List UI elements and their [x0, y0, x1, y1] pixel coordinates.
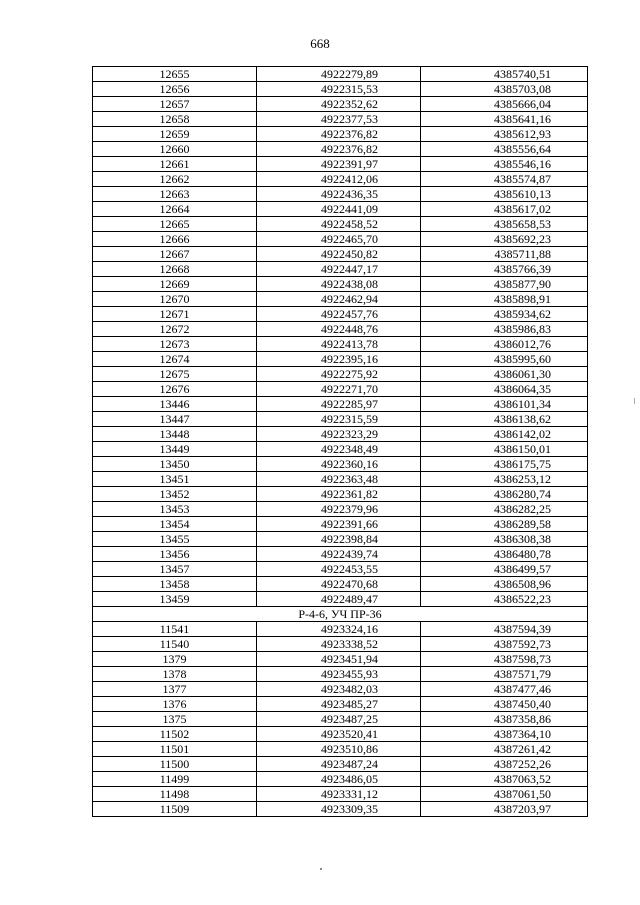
x-coordinate-cell	[257, 457, 421, 472]
x-coordinate-value: 4922470,68	[321, 577, 378, 591]
x-coordinate-value: 4922271,70	[321, 382, 378, 396]
x-coordinate-cell	[257, 277, 421, 292]
x-coordinate-value: 4923451,94	[321, 652, 378, 666]
x-coordinate-value: 4922348,49	[321, 442, 378, 456]
y-coordinate-cell: 4386508,96	[421, 577, 588, 592]
y-coordinate-cell: 4385617,02	[421, 202, 588, 217]
point-number-cell: 11501	[93, 742, 257, 757]
x-coordinate-value: 4923324,16	[321, 622, 378, 636]
table-row	[93, 757, 588, 772]
table-row	[93, 787, 588, 802]
x-coordinate-cell	[257, 292, 421, 307]
point-number-cell: 12666	[93, 232, 257, 247]
table-row	[93, 532, 588, 547]
x-coordinate-cell	[257, 187, 421, 202]
point-number-cell: 12659	[93, 127, 257, 142]
x-coordinate-cell	[257, 157, 421, 172]
x-coordinate-value: 4922391,66	[321, 517, 378, 531]
x-coordinate-cell	[257, 667, 421, 682]
point-number-cell: 12664	[93, 202, 257, 217]
table-row	[93, 337, 588, 352]
x-coordinate-cell	[257, 697, 421, 712]
x-coordinate-cell	[257, 427, 421, 442]
y-coordinate-cell: 4385692,23	[421, 232, 588, 247]
table-row	[93, 307, 588, 322]
point-number-cell: 13450	[93, 457, 257, 472]
point-number-cell: 12655	[93, 67, 257, 82]
table-row	[93, 187, 588, 202]
point-number-cell: 12668	[93, 262, 257, 277]
x-coordinate-value: 4922360,16	[321, 457, 378, 471]
table-row	[93, 547, 588, 562]
x-coordinate-value: 4922436,35	[321, 187, 378, 201]
point-number-cell: 12663	[93, 187, 257, 202]
point-number-cell: 13453	[93, 502, 257, 517]
x-coordinate-value: 4923455,93	[321, 667, 378, 681]
x-coordinate-value: 4922398,84	[321, 532, 378, 546]
x-coordinate-cell	[257, 577, 421, 592]
x-coordinate-cell	[257, 247, 421, 262]
x-coordinate-cell	[257, 532, 421, 547]
x-coordinate-value: 4922275,92	[321, 367, 378, 381]
y-coordinate-cell: 4386522,23	[421, 592, 588, 607]
x-coordinate-value: 4922438,08	[321, 277, 378, 291]
page-number: 668	[310, 36, 330, 51]
x-coordinate-cell	[257, 547, 421, 562]
table-row	[93, 682, 588, 697]
table-row	[93, 577, 588, 592]
x-coordinate-cell	[257, 67, 421, 82]
table-row	[93, 487, 588, 502]
y-coordinate-cell: 4387061,50	[421, 787, 588, 802]
table-row	[93, 262, 588, 277]
x-coordinate-cell	[257, 112, 421, 127]
y-coordinate-cell: 4385766,39	[421, 262, 588, 277]
x-coordinate-value: 4922279,89	[321, 67, 378, 81]
x-coordinate-value: 4923331,12	[321, 787, 378, 801]
x-coordinate-cell	[257, 487, 421, 502]
point-number-cell: 13457	[93, 562, 257, 577]
point-number-cell: 11502	[93, 727, 257, 742]
table-row	[93, 442, 588, 457]
x-coordinate-value: 4922441,09	[321, 202, 378, 216]
x-coordinate-cell	[257, 82, 421, 97]
point-number-cell: 1377	[93, 682, 257, 697]
table-row	[93, 652, 588, 667]
table-row	[93, 397, 588, 412]
x-coordinate-cell	[257, 562, 421, 577]
point-number-cell: 13448	[93, 427, 257, 442]
table-row	[93, 742, 588, 757]
table-row	[93, 352, 588, 367]
y-coordinate-cell: 4386012,76	[421, 337, 588, 352]
point-number-cell: 12656	[93, 82, 257, 97]
y-coordinate-cell: 4385995,60	[421, 352, 588, 367]
point-number-cell: 12671	[93, 307, 257, 322]
y-coordinate-cell: 4385641,16	[421, 112, 588, 127]
x-coordinate-cell	[257, 412, 421, 427]
x-coordinate-value: 4923510,86	[321, 742, 378, 756]
x-coordinate-value: 4922315,53	[321, 82, 378, 96]
point-number-cell: 12658	[93, 112, 257, 127]
x-coordinate-value: 4923520,41	[321, 727, 378, 741]
x-coordinate-value: 4922413,78	[321, 337, 378, 351]
x-coordinate-cell	[257, 712, 421, 727]
table-row	[93, 772, 588, 787]
table-row	[93, 322, 588, 337]
point-number-cell: 12670	[93, 292, 257, 307]
x-coordinate-value: 4922489,47	[321, 592, 378, 606]
point-number-cell: 13458	[93, 577, 257, 592]
table-row	[93, 802, 588, 817]
table-row	[93, 712, 588, 727]
x-coordinate-cell	[257, 592, 421, 607]
x-coordinate-value: 4922323,29	[321, 427, 378, 441]
x-coordinate-cell	[257, 442, 421, 457]
x-coordinate-value: 4922457,76	[321, 307, 378, 321]
y-coordinate-cell: 4387477,46	[421, 682, 588, 697]
x-coordinate-cell	[257, 382, 421, 397]
point-number-cell: 12662	[93, 172, 257, 187]
coordinates-table-body	[93, 67, 588, 817]
y-coordinate-cell: 4385612,93	[421, 127, 588, 142]
point-number-cell: 11498	[93, 787, 257, 802]
section-header-row	[93, 607, 588, 622]
y-coordinate-cell: 4386175,75	[421, 457, 588, 472]
point-number-cell: 12674	[93, 352, 257, 367]
point-number-cell: 13446	[93, 397, 257, 412]
point-number-cell: 12672	[93, 322, 257, 337]
x-coordinate-value: 4922391,97	[321, 157, 378, 171]
x-coordinate-value: 4922412,06	[321, 172, 378, 186]
x-coordinate-cell	[257, 142, 421, 157]
table-row	[93, 427, 588, 442]
x-coordinate-value: 4923487,24	[321, 757, 378, 771]
y-coordinate-cell: 4387592,73	[421, 637, 588, 652]
table-row	[93, 67, 588, 82]
x-coordinate-cell	[257, 637, 421, 652]
point-number-cell: 11499	[93, 772, 257, 787]
table-row	[93, 667, 588, 682]
table-row	[93, 157, 588, 172]
point-number-cell: 12657	[93, 97, 257, 112]
x-coordinate-cell	[257, 307, 421, 322]
coordinates-table	[92, 66, 588, 817]
x-coordinate-cell	[257, 127, 421, 142]
y-coordinate-cell: 4386289,58	[421, 517, 588, 532]
x-coordinate-value: 4922285,97	[321, 397, 378, 411]
table-row	[93, 172, 588, 187]
scan-artifact-dot	[320, 868, 322, 870]
point-number-cell: 11540	[93, 637, 257, 652]
x-coordinate-value: 4922361,82	[321, 487, 378, 501]
x-coordinate-cell	[257, 742, 421, 757]
y-coordinate-cell: 4385574,87	[421, 172, 588, 187]
x-coordinate-cell	[257, 202, 421, 217]
point-number-cell: 13452	[93, 487, 257, 502]
x-coordinate-value: 4923482,03	[321, 682, 378, 696]
y-coordinate-cell: 4386282,25	[421, 502, 588, 517]
y-coordinate-cell: 4385556,64	[421, 142, 588, 157]
y-coordinate-cell: 4386061,30	[421, 367, 588, 382]
y-coordinate-cell: 4385610,13	[421, 187, 588, 202]
scan-artifact-mark	[634, 398, 635, 404]
y-coordinate-cell: 4386150,01	[421, 442, 588, 457]
y-coordinate-cell: 4387364,10	[421, 727, 588, 742]
x-coordinate-cell	[257, 772, 421, 787]
table-row	[93, 112, 588, 127]
table-row	[93, 292, 588, 307]
x-coordinate-value: 4922453,55	[321, 562, 378, 576]
point-number-cell: 1376	[93, 697, 257, 712]
x-coordinate-cell	[257, 172, 421, 187]
table-row	[93, 127, 588, 142]
x-coordinate-value: 4922377,53	[321, 112, 378, 126]
y-coordinate-cell: 4385898,91	[421, 292, 588, 307]
x-coordinate-value: 4923338,52	[321, 637, 378, 651]
x-coordinate-value: 4922395,16	[321, 352, 378, 366]
x-coordinate-value: 4922315,59	[321, 412, 378, 426]
point-number-cell: 11500	[93, 757, 257, 772]
x-coordinate-value: 4923486,05	[321, 772, 378, 786]
point-number-cell: 12676	[93, 382, 257, 397]
x-coordinate-value: 4922450,82	[321, 247, 378, 261]
y-coordinate-cell: 4386064,35	[421, 382, 588, 397]
point-number-cell: 12675	[93, 367, 257, 382]
y-coordinate-cell: 4386138,62	[421, 412, 588, 427]
table-row	[93, 562, 588, 577]
table-row	[93, 472, 588, 487]
x-coordinate-cell	[257, 652, 421, 667]
point-number-cell: 13455	[93, 532, 257, 547]
table-row	[93, 502, 588, 517]
x-coordinate-cell	[257, 367, 421, 382]
point-number-cell: 11509	[93, 802, 257, 817]
table-row	[93, 382, 588, 397]
x-coordinate-value: 4922376,82	[321, 127, 378, 141]
x-coordinate-cell	[257, 397, 421, 412]
y-coordinate-cell: 4386142,02	[421, 427, 588, 442]
table-row	[93, 82, 588, 97]
y-coordinate-cell: 4386308,38	[421, 532, 588, 547]
point-number-cell: 13454	[93, 517, 257, 532]
x-coordinate-cell	[257, 337, 421, 352]
y-coordinate-cell: 4385877,90	[421, 277, 588, 292]
y-coordinate-cell: 4385740,51	[421, 67, 588, 82]
point-number-cell: 13449	[93, 442, 257, 457]
x-coordinate-cell	[257, 322, 421, 337]
table-row	[93, 232, 588, 247]
x-coordinate-cell	[257, 97, 421, 112]
x-coordinate-value: 4922379,96	[321, 502, 378, 516]
x-coordinate-cell	[257, 232, 421, 247]
y-coordinate-cell: 4387358,86	[421, 712, 588, 727]
y-coordinate-cell: 4386253,12	[421, 472, 588, 487]
point-number-cell: 13451	[93, 472, 257, 487]
y-coordinate-cell: 4385666,04	[421, 97, 588, 112]
y-coordinate-cell: 4385934,62	[421, 307, 588, 322]
y-coordinate-cell: 4387598,73	[421, 652, 588, 667]
x-coordinate-cell	[257, 502, 421, 517]
point-number-cell: 1378	[93, 667, 257, 682]
table-row	[93, 412, 588, 427]
point-number-cell: 12673	[93, 337, 257, 352]
x-coordinate-value: 4922448,76	[321, 322, 378, 336]
y-coordinate-cell: 4385711,88	[421, 247, 588, 262]
x-coordinate-value: 4922447,17	[321, 262, 378, 276]
point-number-cell: 13459	[93, 592, 257, 607]
x-coordinate-value: 4922462,94	[321, 292, 378, 306]
x-coordinate-cell	[257, 727, 421, 742]
x-coordinate-value: 4922439,74	[321, 547, 378, 561]
table-row	[93, 517, 588, 532]
y-coordinate-cell: 4385658,53	[421, 217, 588, 232]
table-row	[93, 247, 588, 262]
x-coordinate-value: 4922363,48	[321, 472, 378, 486]
x-coordinate-cell	[257, 472, 421, 487]
y-coordinate-cell: 4386499,57	[421, 562, 588, 577]
section-header: Р-4-6, УЧ ПР-36	[93, 607, 588, 622]
table-row	[93, 592, 588, 607]
x-coordinate-value: 4923309,35	[321, 802, 378, 816]
point-number-cell: 13456	[93, 547, 257, 562]
x-coordinate-cell	[257, 217, 421, 232]
x-coordinate-cell	[257, 622, 421, 637]
table-row	[93, 142, 588, 157]
table-row	[93, 637, 588, 652]
y-coordinate-cell: 4386480,78	[421, 547, 588, 562]
table-row	[93, 202, 588, 217]
point-number-cell: 1375	[93, 712, 257, 727]
y-coordinate-cell: 4387594,39	[421, 622, 588, 637]
table-row	[93, 217, 588, 232]
y-coordinate-cell: 4385546,16	[421, 157, 588, 172]
table-row	[93, 697, 588, 712]
x-coordinate-cell	[257, 757, 421, 772]
y-coordinate-cell: 4387571,79	[421, 667, 588, 682]
point-number-cell: 12669	[93, 277, 257, 292]
y-coordinate-cell: 4385986,83	[421, 322, 588, 337]
y-coordinate-cell: 4387261,42	[421, 742, 588, 757]
point-number-cell: 1379	[93, 652, 257, 667]
y-coordinate-cell: 4385703,08	[421, 82, 588, 97]
point-number-cell: 13447	[93, 412, 257, 427]
y-coordinate-cell: 4387450,40	[421, 697, 588, 712]
x-coordinate-cell	[257, 517, 421, 532]
x-coordinate-value: 4923487,25	[321, 712, 378, 726]
table-row	[93, 97, 588, 112]
point-number-cell: 12660	[93, 142, 257, 157]
table-row	[93, 277, 588, 292]
table-row	[93, 727, 588, 742]
x-coordinate-cell	[257, 802, 421, 817]
y-coordinate-cell: 4386101,34	[421, 397, 588, 412]
point-number-cell: 12665	[93, 217, 257, 232]
y-coordinate-cell: 4386280,74	[421, 487, 588, 502]
x-coordinate-value: 4923485,27	[321, 697, 378, 711]
point-number-cell: 12667	[93, 247, 257, 262]
x-coordinate-cell	[257, 262, 421, 277]
y-coordinate-cell: 4387252,26	[421, 757, 588, 772]
point-number-cell: 11541	[93, 622, 257, 637]
table-row	[93, 457, 588, 472]
table-row	[93, 367, 588, 382]
y-coordinate-cell: 4387063,52	[421, 772, 588, 787]
y-coordinate-cell: 4387203,97	[421, 802, 588, 817]
x-coordinate-value: 4922465,70	[321, 232, 378, 246]
x-coordinate-value: 4922376,82	[321, 142, 378, 156]
x-coordinate-cell	[257, 787, 421, 802]
point-number-cell: 12661	[93, 157, 257, 172]
x-coordinate-value: 4922458,52	[321, 217, 378, 231]
x-coordinate-cell	[257, 352, 421, 367]
x-coordinate-value: 4922352,62	[321, 97, 378, 111]
table-row	[93, 622, 588, 637]
x-coordinate-cell	[257, 682, 421, 697]
